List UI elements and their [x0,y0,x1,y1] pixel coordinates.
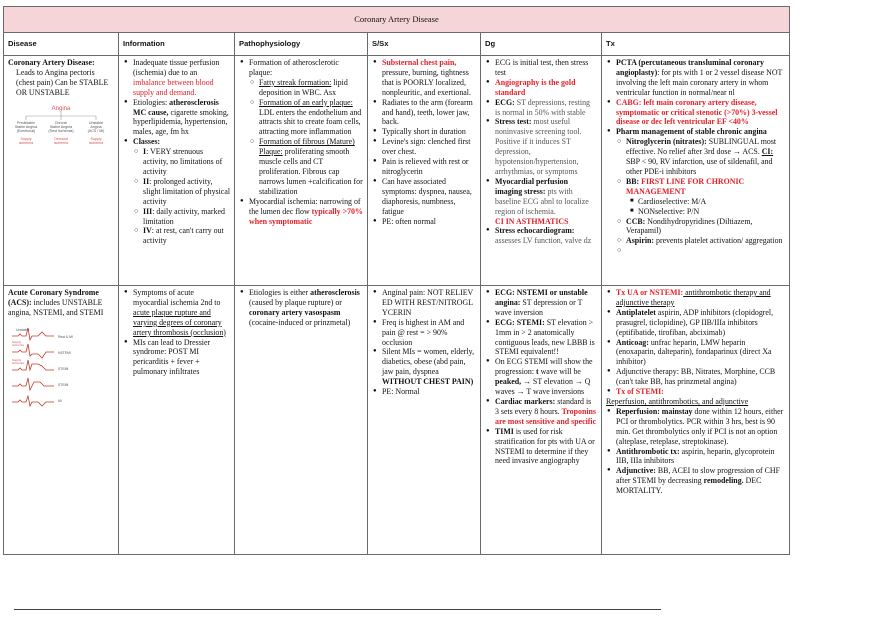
ecg-figure [8,326,88,408]
footer-rule [14,609,661,610]
svg-text:ischemia: ischemia [12,360,24,365]
header-tx: Tx [602,33,790,56]
tx-sub-item: ○ Aspirin: prevents platelet activation/ aggregation [626,236,785,246]
cad-dg-item: ● Angiography is the gold standard [495,78,597,98]
cad-info-item: ● Classes: ○ I: VERY strenuous activity, no limitations of activity ○ II: prolonged activity, slight limitation of physical activity ○ III: daily activity, marked limitation ○ IV: at rest, can't carry out activity [133,137,230,246]
acs-ssx-item: ● Freq is highest in AM and pain @ rest = > 90% occlusion [382,318,476,348]
svg-text:ischemia: ischemia [88,140,104,145]
patho-sub-item: ○ Formation of fibrous (Mature) Plaque: proliferating smooth muscle cells and CT proliferation. Fibrous cap narrows lumen +calcification for stabilization [259,137,363,196]
acs-disease-cell [4,286,119,555]
tx-subsub-item: ■ Cardioselective: M/A [638,197,785,207]
angina-diagram [8,102,114,152]
cad-patho-item: ● Formation of atherosclerotic plaque: ○ Fatty streak formation: lipid deposition in WBC. Asx ○ Formation of an early plaque: LDL enters the endothelium and attracts shit to create foam cells, attracting more inflammation ○ Formation of fibrous (Mature) Plaque: proliferating smooth muscle cells and CT proliferation. Fibrous cap narrows lumen +calcification for stabilization [249,58,363,197]
cad-ssx-item: ● Can have associated symptoms: dyspnea, nausea, diaphoresis, numbness, fatigue [382,177,476,217]
acs-ssx-item: ● Anginal pain: NOT RELIEVED WITH REST/NITROGLYCERIN [382,288,476,318]
cad-ssx-item: ● Pain is relieved with rest or nitroglycerin [382,157,476,177]
svg-text:Supply: Supply [12,357,22,362]
acs-tx-item: ● Adjunctive therapy: BB, Nitrates, Morphine, CCB (can't take BB, has prinzmetal angina) [616,367,785,387]
acs-tx-item: ● Anticoag: unfrac heparin, LMW heparin (enoxaparin, dalteparin), fondaparinux (direct Xa inhibitor) [616,338,785,368]
cad-tx-item: ● CABG: left main coronary artery disease, symptomatic or critical stenotic (>70%) 3-vessel disease or dec left ventricular EF <40% [616,98,785,128]
svg-text:Demand: Demand [54,136,68,141]
acs-patho-cell [235,286,368,555]
svg-text:STEMI: STEMI [58,382,69,387]
patho-sub-item: ○ Fatty streak formation: lipid deposition in WBC. Asx [259,78,363,98]
svg-text:(ACS / MI): (ACS / MI) [87,128,105,133]
svg-text:Supply: Supply [12,339,22,344]
cad-dg-item: ● ECG: ST depressions, resting is normal in 50% with stable [495,98,597,118]
angina-fig-title: Angina [51,105,71,112]
svg-text:MI: MI [58,398,62,403]
cad-ssx-item: ● Radiates to the arm (forearm and hand), teeth, lower jaw, back. [382,98,476,128]
cad-ssx-item: ● Levine's sign: clenched first over chest. [382,137,476,157]
cad-tx-cell [602,56,790,286]
tx-sub-item: ○ Nitroglycerin (nitrates): SUBLINGUAL most effective. No relief after 3rd dose → ACS. CI: SBP < 90, RV infarction, use of sildenafil, and other PDE-i inhibitors [626,137,785,177]
cad-patho-cell [235,56,368,286]
acs-tx-item: ● Tx UA or NSTEMI: antithrombotic therapy and adjunctive therapy [616,288,785,308]
svg-text:Stable Angina: Stable Angina [49,124,73,129]
acs-ssx-item: ● Silent MIs = women, elderly, diabetics, obese (abd pain, jaw pain, dyspnea WITHOUT CHEST PAIN) [382,347,476,387]
cad-patho-item: ● Myocardial ischemia: narrowing of the lumen dec flow typically >70% when symptomatic [249,197,363,227]
patho-sub-item: ○ Formation of an early plaque: LDL enters the endothelium and attracts shit to create foam cells, attracting more inflammation [259,98,363,138]
class-item: ○ IV: at rest, can't carry out activity [143,226,230,246]
ecg-diagram [8,326,88,410]
acs-info-item: ● MIs can lead to Dressier syndrome: POST MI pericarditis + fever + pulmonary infiltrates [133,338,230,378]
acs-dg-item: ● On ECG STEMI will show the progression: t wave will be peaked, → ST elevation → Q waves → T wave inversions [495,357,597,397]
header-information: Information [119,33,235,56]
acs-dg-item: ● ECG: NSTEMI or unstable angina: ST depression or T wave inversion [495,288,597,318]
cad-info-item: ● Etiologies: atherosclerosis MC cause, cigarette smoking, hyperlipidemia, hypertension, males, age, fm hx [133,98,230,138]
svg-text:ischemia: ischemia [12,342,24,347]
angina-figure [8,102,114,150]
tx-subsub-item: ■ NONselective: P/N [638,207,785,217]
tx-sub-item: ○ BB: FIRST LINE FOR CHRONIC MANAGEMENT ■ Cardioselective: M/A ■ NONselective: P/N [626,177,785,217]
acs-tx-item: ● Tx of STEMI: [616,387,785,397]
cad-ssx-item: ● Typically short in duration [382,127,476,137]
svg-text:NSTEMI: NSTEMI [58,350,71,355]
cad-ssx-item: ● Substernal chest pain, pressure, burning, tightness that is POORLY localized, nonpleuritic, and exertional. [382,58,476,98]
acs-disease-desc: includes UNSTABLE angina, NSTEMI, and STEMI [8,297,104,317]
cad-info-cell [119,56,235,286]
tx-sub-item: ○ CCB: Nondihydropyridines (Diltiazem, Verapamil) [626,217,785,237]
header-row [4,33,790,56]
svg-text:ischemia: ischemia [18,140,34,145]
cad-dg-item: ● Stress test: most useful noninvasive screening tool. Positive if it induces ST depression, hypotension/hypertension, arrhythmias, or symptoms [495,117,597,176]
acs-tx-cell [602,286,790,555]
svg-text:Rest & MI: Rest & MI [58,334,73,339]
document-page [3,6,789,555]
svg-text:STEMI: STEMI [58,366,69,371]
svg-text:Supply: Supply [20,136,32,141]
cad-disease-name: Coronary Artery Disease: [8,58,95,67]
acs-disease-name: Acute Coronary Syndrome (ACS): [8,288,99,307]
acs-dg-item: ● Cardiac markers: standard is 3 sets every 8 hours. Troponins are most sensitive and specific [495,397,597,427]
angina-label-1: Predictable [17,120,35,125]
acs-tx-item: ● Reperfusion: mainstay done within 12 hours, either PCI or thrombolytics. PCR within 3 hrs, best is 90 min. Get thrombolytics only if PCI is not an option (alteplase, reteplase, streptokinase). [616,407,785,447]
header-ssx: S/Sx [368,33,481,56]
cad-ssx-item: ● PE: often normal [382,217,476,227]
svg-text:(Rest Ischemia): (Rest Ischemia) [48,128,74,133]
svg-text:(Exertional): (Exertional) [16,128,36,133]
cad-disease-cell [4,56,119,286]
header-disease: Disease [4,33,119,56]
acs-tx-item: ● Adjunctive: BB, ACEI to slow progression of CHF after STEMI by decreasing remodeling. DEC MORTALITY. [616,466,785,496]
tx-sub-item-empty [626,246,785,256]
header-dg: Dg [481,33,602,56]
svg-text:Angina: Angina [90,124,102,129]
acs-dg-item: ● ECG: STEMI: ST elevation > 1mm in > 2 anatomically contiguous leads, new LBBB is STEMI equivalent!! [495,318,597,358]
svg-text:ischemia: ischemia [53,140,69,145]
cad-info-item: ● Inadequate tissue perfusion (ischemia) due to an imbalance between blood supply and demand. [133,58,230,98]
cad-disease-desc: Leads to Angina pectoris (chest pain) Can be STABLE OR UNSTABLE [16,67,109,97]
cad-tx-item: ● PCTA (percutaneous transluminal coronary angioplasty): for pts with 1 or 2 vessel disease NOT involving the left main coronary artery in whom ventricular function in normal/near nl [616,58,785,98]
table-title: Coronary Artery Disease [4,7,790,33]
acs-info-cell [119,286,235,555]
cad-dg-item: ● Myocardial perfusion imaging stress: pts with baseline ECG abnl to localize region of ischemia. CI IN ASTHMATICS [495,177,597,227]
acs-ssx-item: ● PE: Normal [382,387,476,397]
svg-text:Supply: Supply [90,136,102,141]
acs-ssx-cell [368,286,481,555]
cad-ssx-cell [368,56,481,286]
row-acs [4,286,790,555]
class-item: ○ III: daily activity, marked limitation [143,207,230,227]
acs-dg-cell [481,286,602,555]
acs-info-item: ● Symptoms of acute myocardial ischemia 2nd to acute plaque rupture and varying degrees of coronary artery thrombosis (occlusion) [133,288,230,338]
row-cad [4,56,790,286]
cad-table [3,6,790,555]
acs-tx-item: ● Antiplatelet aspirin, ADP inhibitors (clopidogrel, prasugrel, ticlopidine), GP IIB/IIIa inhibitors (eptifibatide, tirofiban, abciximab) [616,308,785,338]
cad-dg-item: ● Stress echocardiogram: assesses LV function, valve dz [495,226,597,246]
class-item: ○ II: prolonged activity, slight limitation of physical activity [143,177,230,207]
header-pathophysiology: Pathophysiology [235,33,368,56]
acs-dg-item: ● TIMI is used for risk stratification for pts with UA or NSTEMI to determine if they need invasive angiography [495,427,597,467]
svg-text:Stable Angina: Stable Angina [14,124,38,129]
acs-patho-item: ● Etiologies is either atherosclerosis (caused by plaque rupture) or coronary artery vasospasm (cocaine-induced or prinzmetal) [249,288,363,328]
cad-dg-item: ● ECG is initial test, then stress test [495,58,597,78]
acs-tx-stemi-line: Reperfusion, antithrombotics, and adjunctive [606,396,749,406]
cad-dg-cell [481,56,602,286]
angina-label-2: Chronic [54,120,68,125]
acs-tx-item: ● Antithrombotic tx: aspirin, heparin, glycoprotein IIB, IIIa inhibitors [616,447,785,467]
angina-label-3: Unstable [88,120,104,125]
class-item: ○ I: VERY strenuous activity, no limitations of activity [143,147,230,177]
cad-tx-item: ● Pharm management of stable chronic angina ○ Nitroglycerin (nitrates): SUBLINGUAL most effective. No relief after 3rd dose → ACS. CI: SBP < 90, RV infarction, use of sildenafil, and other PDE-i inhibitors ○ BB: FIRST LINE FOR CHRONIC MANAGEMENT ■ Cardioselective: M/A ■ NONselective: P/N ○ CCB: Nondihydropyridines (Diltiazem, Verapamil) ○ Aspirin: prevents platelet activation/ aggregation ○ [616,127,785,256]
svg-text:Unstable: Unstable [16,327,30,332]
